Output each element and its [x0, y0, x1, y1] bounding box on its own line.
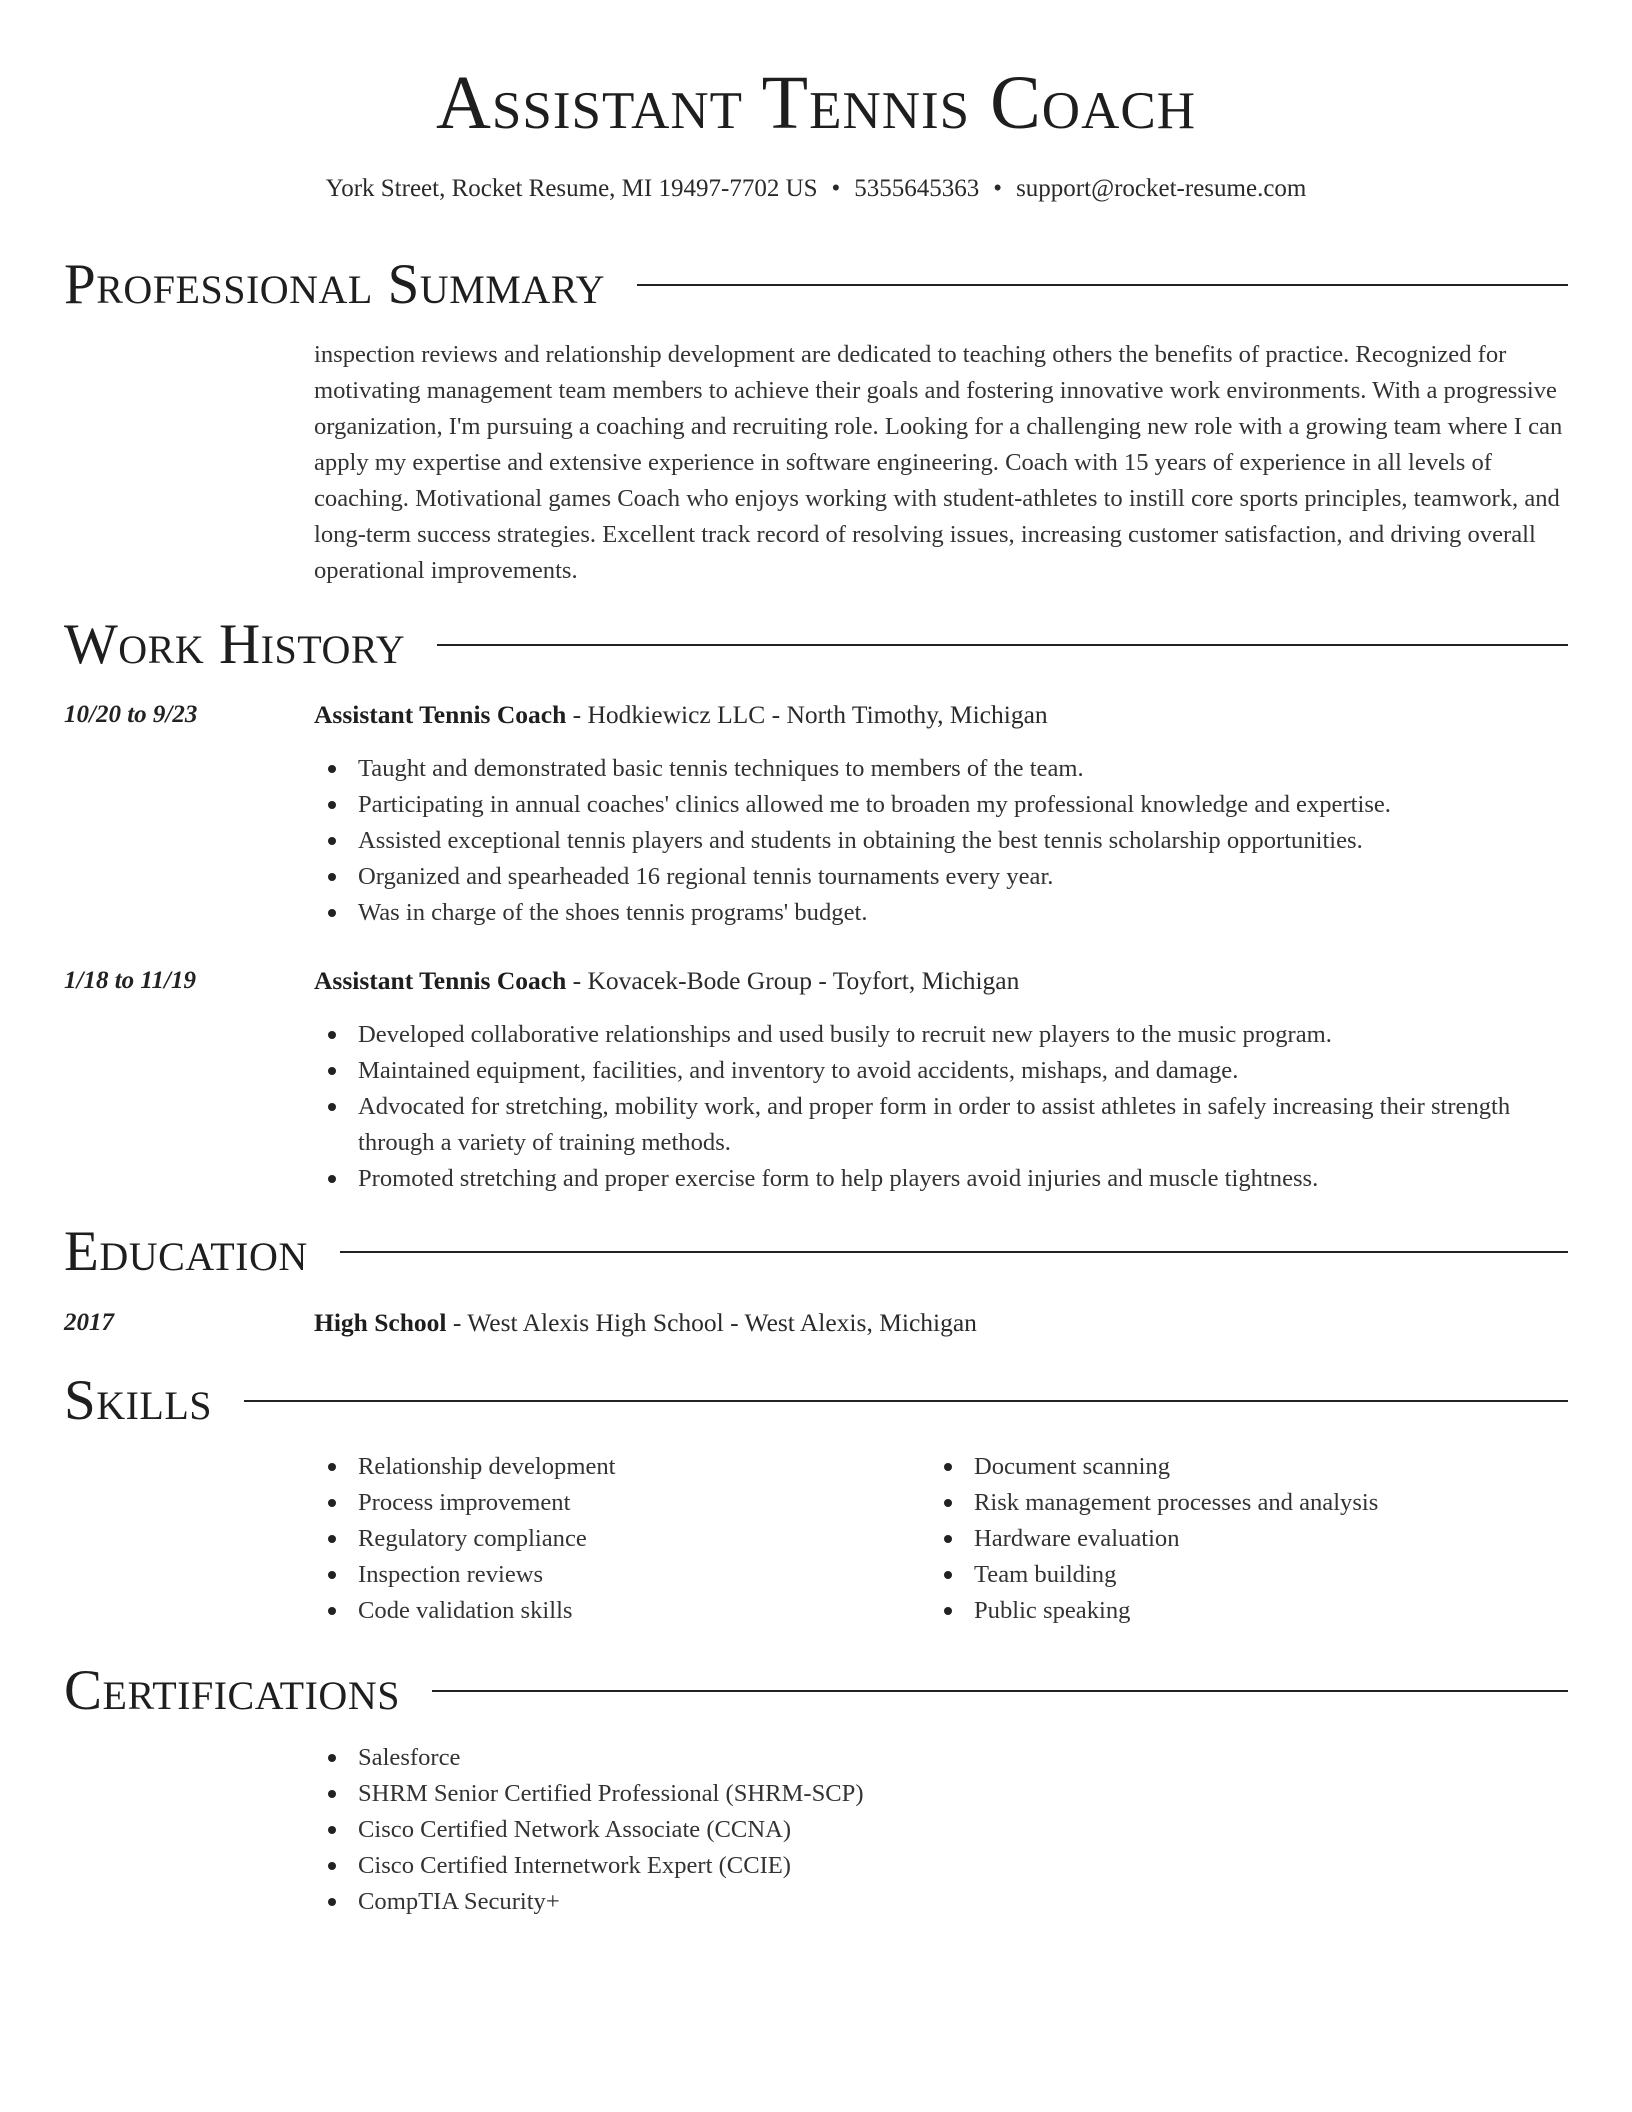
section-divider	[637, 284, 1568, 286]
skills-list-left	[314, 1449, 914, 1629]
job-bullets	[314, 751, 1576, 931]
contact-separator: •	[993, 175, 1003, 202]
job-detail: Hodkiewicz LLC - North Timothy, Michigan	[587, 700, 1048, 729]
list-item: Advocated for stretching, mobility work, and proper form in order to assist athletes in safely increasing their strength through a variety of training methods.	[314, 1089, 1576, 1161]
skill-item: Code validation skills	[314, 1593, 914, 1629]
education-heading	[314, 1305, 1576, 1341]
section-header-summary	[64, 250, 1568, 320]
list-item: Maintained equipment, facilities, and inventory to avoid accidents, mishaps, and damage.	[314, 1053, 1576, 1089]
job-role: Assistant Tennis Coach	[314, 966, 567, 995]
education-year: 2017	[64, 1309, 114, 1336]
skill-item: Relationship development	[314, 1449, 914, 1485]
list-item: Developed collaborative relationships and used busily to recruit new players to the music program.	[314, 1017, 1576, 1053]
section-divider	[432, 1690, 1568, 1692]
contact-separator: •	[831, 175, 841, 202]
job-heading	[314, 697, 1576, 733]
job-bullets	[314, 1017, 1576, 1197]
list-item: Taught and demonstrated basic tennis techniques to members of the team.	[314, 751, 1576, 787]
skill-item: Team building	[930, 1557, 1570, 1593]
section-header-certifications	[64, 1656, 1568, 1726]
education-degree: High School	[314, 1308, 447, 1337]
section-header-work	[64, 610, 1568, 680]
section-header-skills	[64, 1366, 1568, 1436]
skill-item: Document scanning	[930, 1449, 1570, 1485]
list-item: Assisted exceptional tennis players and students in obtaining the best tennis scholarship opportunities.	[314, 823, 1576, 859]
job-role: Assistant Tennis Coach	[314, 700, 567, 729]
skill-item: Hardware evaluation	[930, 1521, 1570, 1557]
contact-address: York Street, Rocket Resume, MI 19497-7702 US	[325, 175, 818, 202]
section-title-education: Education	[64, 1220, 308, 1283]
contact-email: support@rocket-resume.com	[1016, 175, 1307, 202]
skill-item: Regulatory compliance	[314, 1521, 914, 1557]
job-dates: 10/20 to 9/23	[64, 701, 198, 728]
list-item: Was in charge of the shoes tennis programs' budget.	[314, 895, 1576, 931]
contact-line	[0, 172, 1632, 206]
job-dates: 1/18 to 11/19	[64, 967, 196, 994]
certifications-list	[314, 1740, 1576, 1920]
certification-item: Salesforce	[314, 1740, 1576, 1776]
certification-item: SHRM Senior Certified Professional (SHRM-SCP)	[314, 1776, 1576, 1812]
skill-item: Risk management processes and analysis	[930, 1485, 1570, 1521]
summary-text: inspection reviews and relationship development are dedicated to teaching others the benefits of practice. Recognized for motivating management team members to achieve their goals and fostering innovative work environments. With a progressive organization, I'm pursuing a coaching and recruiting role. Looking for a challenging new role with a growing team where I can apply my expertise and extensive experience in software engineering. Coach with 15 years of experience in all levels of coaching. Motivational games Coach who enjoys working with student-athletes to instill core sports principles, teamwork, and long-term success strategies. Excellent track record of resolving issues, increasing customer satisfaction, and driving overall operational improvements.	[314, 341, 1563, 584]
education-detail: West Alexis High School - West Alexis, Michigan	[467, 1308, 977, 1337]
section-title-work: Work History	[64, 613, 406, 676]
section-divider	[244, 1400, 1568, 1402]
certification-item: Cisco Certified Network Associate (CCNA)	[314, 1812, 1576, 1848]
list-item: Organized and spearheaded 16 regional tennis tournaments every year.	[314, 859, 1576, 895]
certification-item: Cisco Certified Internetwork Expert (CCIE)	[314, 1848, 1576, 1884]
contact-phone: 5355645363	[854, 175, 980, 202]
skill-item: Inspection reviews	[314, 1557, 914, 1593]
job-detail: Kovacek-Bode Group - Toyfort, Michigan	[587, 966, 1020, 995]
skills-list-right	[930, 1449, 1570, 1629]
section-title-skills: Skills	[64, 1369, 213, 1432]
section-title-certifications: Certifications	[64, 1659, 400, 1722]
skill-item: Public speaking	[930, 1593, 1570, 1629]
list-item: Participating in annual coaches' clinics allowed me to broaden my professional knowledge and expertise.	[314, 787, 1576, 823]
education-dash: -	[446, 1308, 468, 1337]
certification-item: CompTIA Security+	[314, 1884, 1576, 1920]
section-header-education	[64, 1217, 1568, 1287]
section-title-summary: Professional Summary	[64, 253, 606, 316]
candidate-name: Assistant Tennis Coach	[436, 61, 1196, 145]
job-heading	[314, 963, 1576, 999]
list-item: Promoted stretching and proper exercise form to help players avoid injuries and muscle tightness.	[314, 1161, 1576, 1197]
skill-item: Process improvement	[314, 1485, 914, 1521]
section-divider	[340, 1251, 1568, 1253]
section-divider	[437, 644, 1568, 646]
job-dash: -	[566, 700, 588, 729]
job-dash: -	[566, 966, 588, 995]
